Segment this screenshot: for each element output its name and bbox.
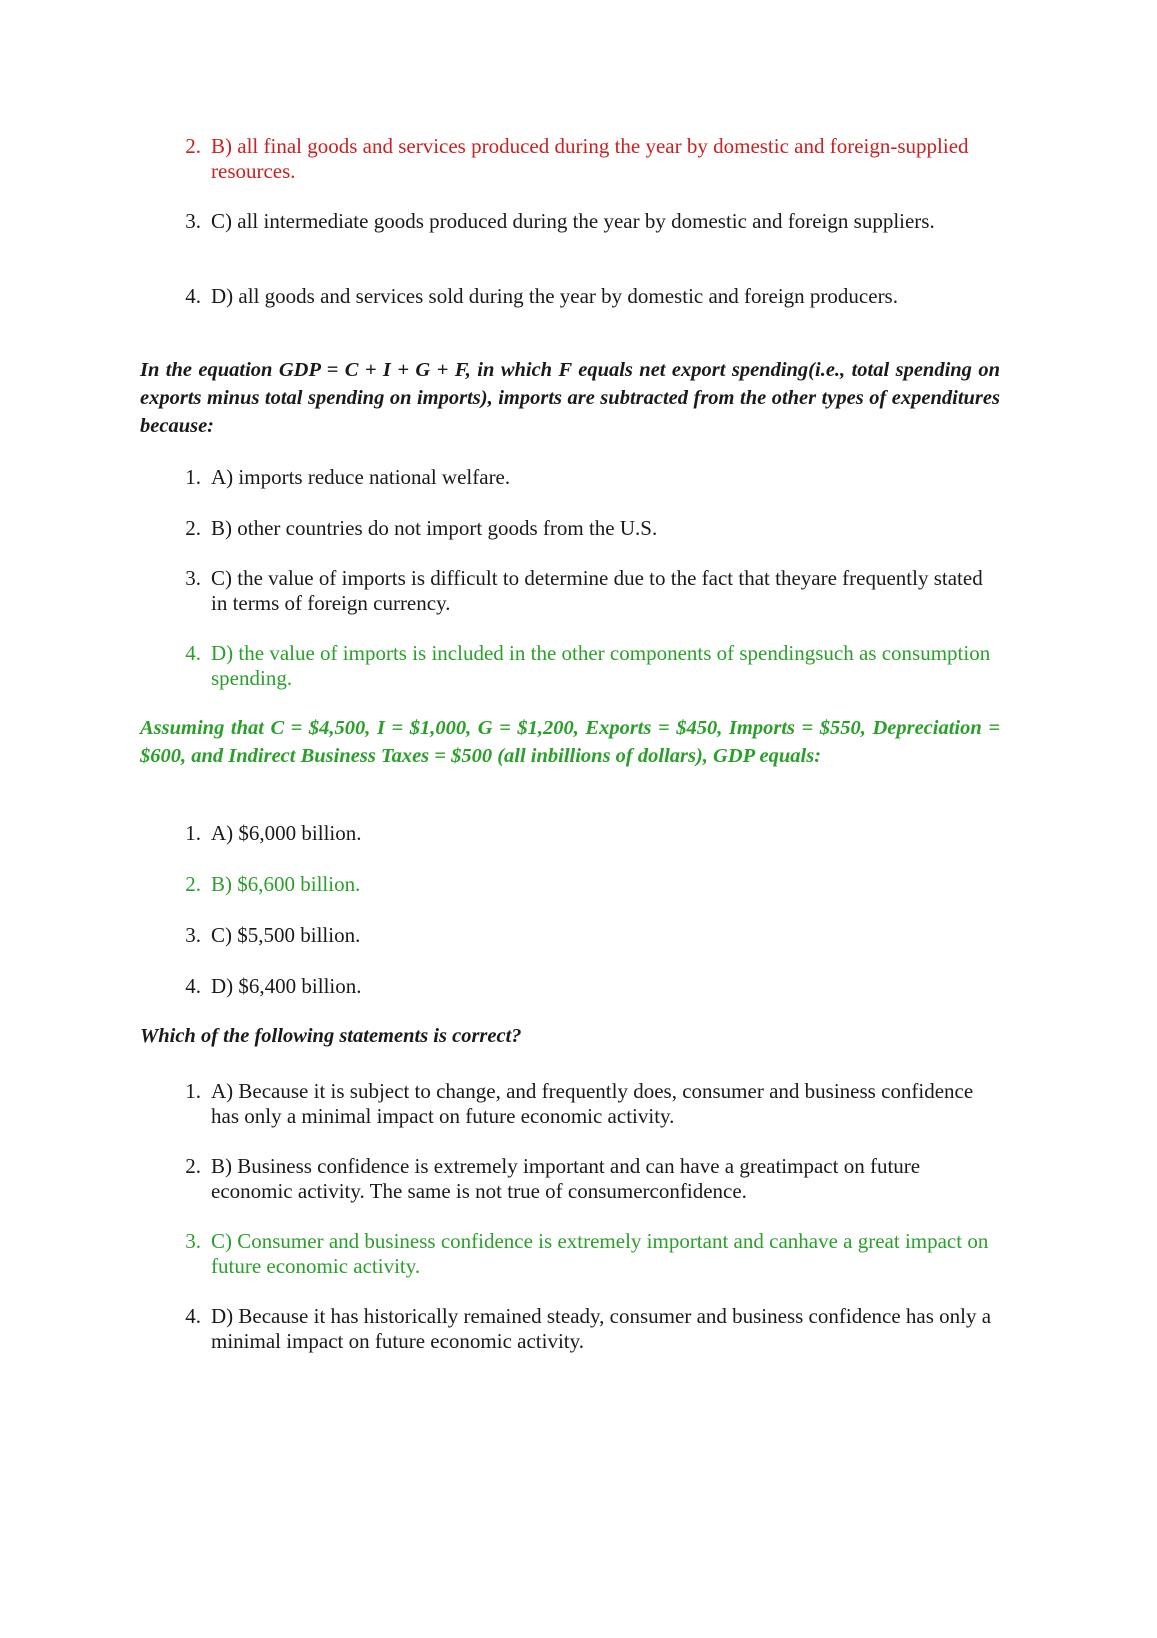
option-number: 2.: [185, 872, 201, 896]
option-number: 2.: [185, 1154, 201, 1178]
option-number: 3.: [185, 209, 201, 233]
option-number: 3.: [185, 566, 201, 590]
option-text: C) the value of imports is difficult to determine due to the fact that theyare frequently stated in terms of foreign currency.: [211, 566, 983, 615]
option-text: B) other countries do not import goods from the U.S.: [211, 516, 658, 540]
option-number: 4.: [185, 641, 201, 665]
option-number: 4.: [185, 1304, 201, 1328]
option-number: 2.: [185, 134, 201, 158]
option-text: D) all goods and services sold during the year by domestic and foreign producers.: [211, 284, 898, 308]
q4-question: Which of the following statements is correct?: [140, 1025, 522, 1047]
option-number: 1.: [185, 465, 201, 489]
option-text: C) all intermediate goods produced during the year by domestic and foreign suppliers.: [211, 209, 935, 233]
option-number: 3.: [185, 1229, 201, 1253]
option-text: D) Because it has historically remained steady, consumer and business confidence has only a minimal impact on future economic activity.: [211, 1304, 992, 1353]
option-number: 4.: [185, 974, 201, 998]
option-number: 2.: [185, 516, 201, 540]
option-number: 4.: [185, 284, 201, 308]
option-number: 1.: [185, 1079, 201, 1103]
option-text: C) $5,500 billion.: [211, 923, 361, 947]
option-text: D) the value of imports is included in the other components of spendingsuch as consumption spending.: [211, 641, 991, 690]
option-number: 3.: [185, 923, 201, 947]
option-text: B) Business confidence is extremely important and can have a greatimpact on future economic activity. The same is not true of consumerconfidence.: [211, 1154, 921, 1203]
option-text: A) imports reduce national welfare.: [211, 465, 511, 489]
q2-question: In the equation GDP = C + I + G + F, in which F equals net export spending(i.e., total spending on exports minus total spending on imports), imports are subtracted from the other types of expenditures because:: [140, 359, 1000, 437]
option-text: B) all final goods and services produced during the year by domestic and foreign-supplied resources.: [211, 134, 969, 183]
option-number: 1.: [185, 821, 201, 845]
option-text: B) $6,600 billion.: [211, 872, 361, 896]
option-text: A) Because it is subject to change, and frequently does, consumer and business confidence has only a minimal impact on future economic activity.: [211, 1079, 974, 1128]
option-text: D) $6,400 billion.: [211, 974, 362, 998]
q3-question: Assuming that C = $4,500, I = $1,000, G = $1,200, Exports = $450, Imports = $550, Depreciation = $600, and Indirect Business Taxes = $500 (all inbillions of dollars), GDP equals:: [140, 717, 1000, 767]
option-text: A) $6,000 billion.: [211, 821, 362, 845]
option-text: C) Consumer and business confidence is extremely important and canhave a great impact on future economic activity.: [211, 1229, 989, 1278]
